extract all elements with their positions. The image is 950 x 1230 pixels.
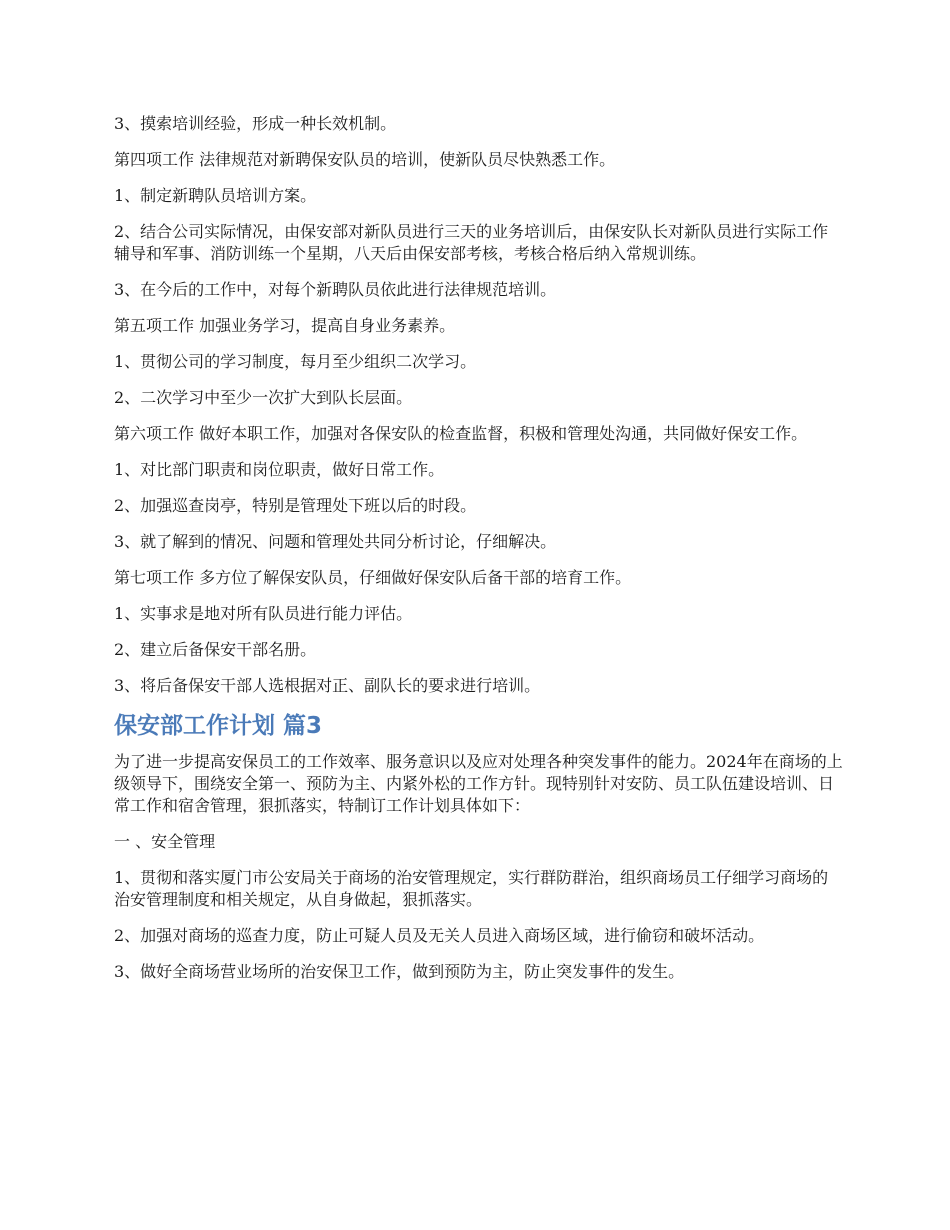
- paragraph: 第七项工作 多方位了解保安队员，仔细做好保安队后备干部的培育工作。: [114, 568, 632, 587]
- paragraph: 1、对比部门职责和岗位职责，做好日常工作。: [114, 460, 445, 479]
- paragraph: 1、贯彻和落实厦门市公安局关于商场的治安管理规定，实行群防群治，组织商场员工仔细学习商场的治安管理制度和相关规定，从自身做起，狠抓落实。: [114, 868, 829, 909]
- paragraph: 3、将后备保安干部人选根据对正、副队长的要求进行培训。: [114, 676, 541, 695]
- paragraph: 第五项工作 加强业务学习，提高自身业务素养。: [114, 316, 456, 335]
- paragraph: 1、制定新聘队员培训方案。: [114, 186, 317, 205]
- section-heading: 保安部工作计划 篇3: [114, 713, 323, 739]
- paragraph: 1、实事求是地对所有队员进行能力评估。: [114, 604, 413, 623]
- paragraph: 一 、安全管理: [114, 832, 216, 851]
- paragraph: 3、在今后的工作中，对每个新聘队员依此进行法律规范培训。: [114, 280, 557, 299]
- paragraph: 2、加强巡查岗亭，特别是管理处下班以后的时段。: [114, 496, 477, 515]
- paragraph: 第四项工作 法律规范对新聘保安队员的培训，使新队员尽快熟悉工作。: [114, 150, 616, 169]
- paragraph: 1、贯彻公司的学习制度，每月至少组织二次学习。: [114, 352, 477, 371]
- paragraph: 3、摸索培训经验，形成一种长效机制。: [114, 114, 397, 133]
- paragraph: 为了进一步提高安保员工的工作效率、服务意识以及应对处理各种突发事件的能力。2024年在商场的上级领导下，围绕安全第一、预防为主、内紧外松的工作方针。现特别针对安防、员工队伍建设培训、日常工作和宿舍管理，狠抓落实，特制订工作计划具体如下：: [114, 752, 843, 815]
- paragraph: 2、结合公司实际情况，由保安部对新队员进行三天的业务培训后，由保安队长对新队员进行实际工作辅导和军事、消防训练一个星期，八天后由保安部考核，考核合格后纳入常规训练。: [114, 222, 829, 263]
- document-page: [114, 113, 844, 997]
- paragraph: 2、加强对商场的巡查力度，防止可疑人员及无关人员进入商场区域，进行偷窃和破坏活动。: [114, 926, 765, 945]
- paragraph: 2、二次学习中至少一次扩大到队长层面。: [114, 388, 413, 407]
- paragraph: 3、就了解到的情况、问题和管理处共同分析讨论，仔细解决。: [114, 532, 557, 551]
- paragraph: 第六项工作 做好本职工作，加强对各保安队的检查监督，积极和管理处沟通，共同做好保安工作。: [114, 424, 808, 443]
- paragraph: 3、做好全商场营业场所的治安保卫工作，做到预防为主，防止突发事件的发生。: [114, 962, 685, 981]
- paragraph: 2、建立后备保安干部名册。: [114, 640, 317, 659]
